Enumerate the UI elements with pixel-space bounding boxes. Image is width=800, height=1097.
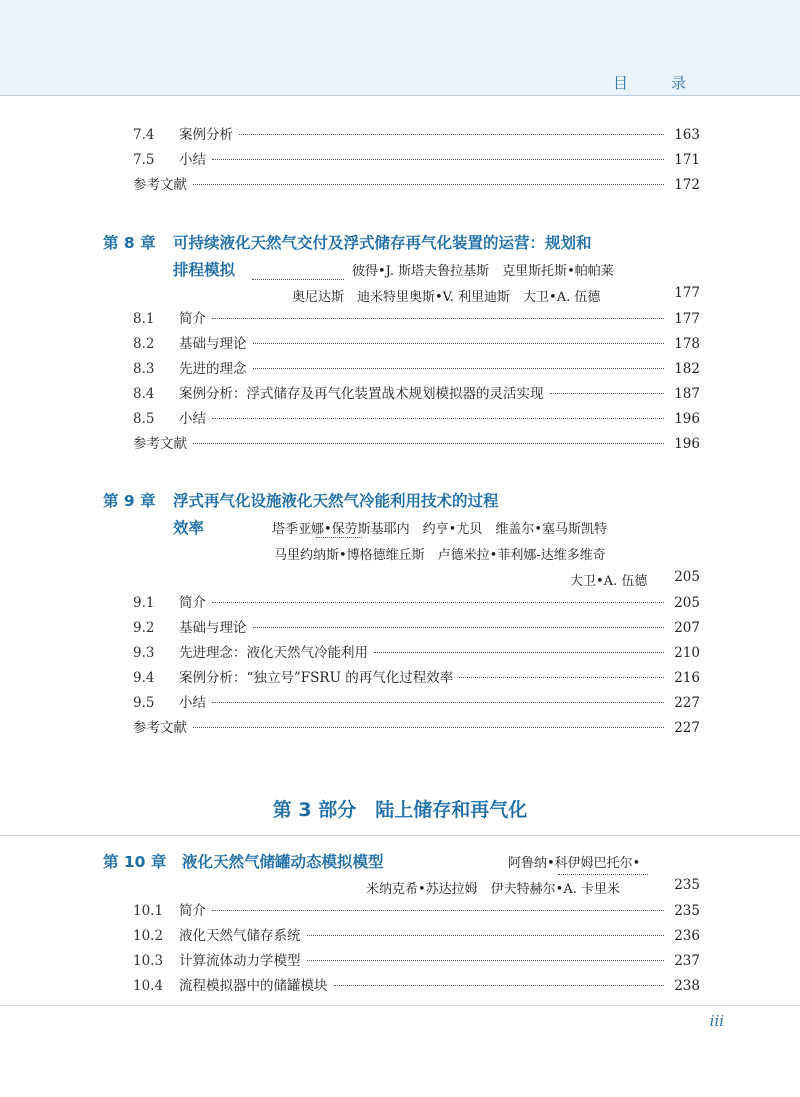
section-title: 液化天然气储存系统 bbox=[179, 928, 301, 944]
toc-row-8-2[interactable] bbox=[133, 333, 700, 355]
page-number: 182 bbox=[674, 361, 700, 377]
section-number: 10.2 bbox=[133, 928, 164, 944]
toc-row-8-references[interactable] bbox=[133, 433, 700, 455]
leader-dots bbox=[253, 627, 665, 628]
page-number: 172 bbox=[674, 177, 700, 193]
section-title: 小结 bbox=[179, 411, 206, 427]
leader-dots bbox=[307, 935, 665, 936]
toc-row-8-5[interactable] bbox=[133, 408, 700, 430]
page-number: 187 bbox=[674, 386, 700, 402]
section-number: 7.4 bbox=[133, 127, 155, 143]
page-number: 177 bbox=[674, 311, 700, 327]
chapter-9-authors-line3: 大卫•A. 伍德 bbox=[570, 574, 648, 589]
section-title: 参考文献 bbox=[133, 436, 187, 452]
toc-row-9-2[interactable] bbox=[133, 617, 700, 639]
leader-dots bbox=[212, 318, 664, 319]
page-number: 196 bbox=[674, 436, 700, 452]
section-number: 9.1 bbox=[133, 595, 155, 611]
section-title: 简介 bbox=[179, 595, 206, 611]
page-header-title: 目 录 bbox=[612, 74, 700, 92]
toc-row-10-4[interactable] bbox=[133, 975, 700, 997]
header-rule bbox=[0, 95, 800, 96]
toc-row-10-1[interactable] bbox=[133, 900, 700, 922]
toc-row-10-2[interactable] bbox=[133, 925, 700, 947]
leader-dots bbox=[193, 443, 664, 444]
section-number: 9.2 bbox=[133, 620, 155, 636]
toc-row-9-3[interactable] bbox=[133, 642, 700, 664]
leader-dots bbox=[374, 652, 664, 653]
section-title: 基础与理论 bbox=[179, 620, 247, 636]
section-title: 简介 bbox=[179, 903, 206, 919]
toc-row-9-4[interactable] bbox=[133, 667, 700, 689]
section-title: 计算流体动力学模型 bbox=[179, 953, 301, 969]
page-number: 196 bbox=[674, 411, 700, 427]
toc-row-10-3[interactable] bbox=[133, 950, 700, 972]
toc-row-9-1[interactable] bbox=[133, 592, 700, 614]
section-number: 9.5 bbox=[133, 695, 155, 711]
part-rule bbox=[0, 835, 800, 836]
chapter-9-authors-line2: 马里约纳斯•博格德维丘斯 卢德米拉•菲利娜-达维多维奇 bbox=[274, 548, 606, 563]
leader-dots bbox=[558, 874, 648, 875]
section-title: 先进的理念 bbox=[179, 361, 247, 377]
leader-dots bbox=[193, 184, 664, 185]
chapter-8-page: 177 bbox=[674, 285, 700, 301]
section-title: 小结 bbox=[179, 695, 206, 711]
chapter-8-title-line1[interactable]: 可持续液化天然气交付及浮式储存再气化装置的运营：规划和 bbox=[173, 234, 592, 252]
section-number: 8.4 bbox=[133, 386, 155, 402]
chapter-10-authors-line1: 阿鲁纳•科伊姆巴托尔• bbox=[508, 856, 641, 871]
leader-dots bbox=[334, 985, 665, 986]
page-number: 237 bbox=[674, 953, 700, 969]
toc-row-9-references[interactable] bbox=[133, 717, 700, 739]
page-number: 227 bbox=[674, 720, 700, 736]
leader-dots bbox=[212, 702, 664, 703]
section-title: 先进理念：液化天然气冷能利用 bbox=[179, 645, 368, 661]
part-3-heading[interactable]: 第 3 部分 陆上储存和再气化 bbox=[272, 799, 528, 821]
leader-dots bbox=[307, 960, 665, 961]
toc-row-8-3[interactable] bbox=[133, 358, 700, 380]
page-number: 171 bbox=[674, 152, 700, 168]
page-number: 163 bbox=[674, 127, 700, 143]
section-number: 8.3 bbox=[133, 361, 155, 377]
section-number: 8.5 bbox=[133, 411, 155, 427]
chapter-10-label: 第 10 章 bbox=[103, 853, 167, 871]
page-number: 216 bbox=[674, 670, 700, 686]
section-title: 参考文献 bbox=[133, 177, 187, 193]
leader-dots bbox=[193, 727, 664, 728]
section-number: 10.3 bbox=[133, 953, 164, 969]
leader-dots bbox=[212, 418, 664, 419]
chapter-8-authors-line1: 彼得•J. 斯塔夫鲁拉基斯 克里斯托斯•帕帕莱 bbox=[352, 264, 614, 279]
section-title: 案例分析：“独立号”FSRU 的再气化过程效率 bbox=[179, 670, 454, 686]
chapter-9-title-line2[interactable]: 效率 bbox=[173, 519, 205, 537]
section-title: 小结 bbox=[179, 152, 206, 168]
section-number: 8.1 bbox=[133, 311, 155, 327]
leader-dots bbox=[252, 279, 344, 280]
section-title: 案例分析：浮式储存及再气化装置战术规划模拟器的灵活实现 bbox=[179, 386, 544, 402]
page-number: 205 bbox=[674, 595, 700, 611]
toc-row-8-4[interactable] bbox=[133, 383, 700, 405]
leader-dots bbox=[253, 343, 665, 344]
section-number: 8.2 bbox=[133, 336, 155, 352]
chapter-9-authors-line1: 塔季亚娜•保劳斯基耶内 约亨•尤贝 维盖尔•塞马斯凯特 bbox=[272, 522, 608, 537]
chapter-8-authors-line2: 奥尼达斯 迪米特里奥斯•V. 利里迪斯 大卫•A. 伍德 bbox=[292, 290, 601, 305]
chapter-9-label: 第 9 章 bbox=[103, 492, 156, 510]
leader-dots bbox=[253, 368, 665, 369]
leader-dots bbox=[239, 134, 664, 135]
toc-row-7-5[interactable] bbox=[133, 149, 700, 171]
section-title: 基础与理论 bbox=[179, 336, 247, 352]
leader-dots bbox=[212, 159, 664, 160]
section-number: 7.5 bbox=[133, 152, 155, 168]
page-number: 207 bbox=[674, 620, 700, 636]
chapter-10-title-line1[interactable]: 液化天然气储罐动态模拟模型 bbox=[182, 853, 384, 871]
chapter-8-label: 第 8 章 bbox=[103, 234, 156, 252]
page-number: 210 bbox=[674, 645, 700, 661]
footer-rule bbox=[0, 1005, 800, 1006]
section-number: 9.3 bbox=[133, 645, 155, 661]
page-number: 238 bbox=[674, 978, 700, 994]
leader-dots bbox=[316, 537, 362, 538]
toc-row-8-1[interactable] bbox=[133, 308, 700, 330]
chapter-8-title-line2[interactable]: 排程模拟 bbox=[173, 261, 236, 279]
leader-dots bbox=[550, 393, 665, 394]
leader-dots bbox=[459, 677, 664, 678]
leader-dots bbox=[212, 910, 664, 911]
section-title: 参考文献 bbox=[133, 720, 187, 736]
section-number: 10.4 bbox=[133, 978, 164, 994]
section-title: 简介 bbox=[179, 311, 206, 327]
toc-row-7-4[interactable] bbox=[133, 124, 700, 146]
chapter-9-title-line1[interactable]: 浮式再气化设施液化天然气冷能利用技术的过程 bbox=[173, 492, 499, 510]
page-number: 235 bbox=[674, 903, 700, 919]
toc-row-9-5[interactable] bbox=[133, 692, 700, 714]
page-number: 227 bbox=[674, 695, 700, 711]
section-title: 流程模拟器中的储罐模块 bbox=[179, 978, 328, 994]
section-number: 9.4 bbox=[133, 670, 155, 686]
section-number: 10.1 bbox=[133, 903, 164, 919]
toc-row-7-references[interactable] bbox=[133, 174, 700, 196]
section-title: 案例分析 bbox=[179, 127, 233, 143]
chapter-10-authors-line2: 米纳克希•苏达拉姆 伊夫特赫尔•A. 卡里米 bbox=[366, 882, 620, 897]
leader-dots bbox=[212, 602, 664, 603]
chapter-9-page: 205 bbox=[674, 569, 700, 585]
page-number: 178 bbox=[674, 336, 700, 352]
footer-page-number: iii bbox=[709, 1012, 724, 1030]
chapter-10-page: 235 bbox=[674, 877, 700, 893]
page-number: 236 bbox=[674, 928, 700, 944]
